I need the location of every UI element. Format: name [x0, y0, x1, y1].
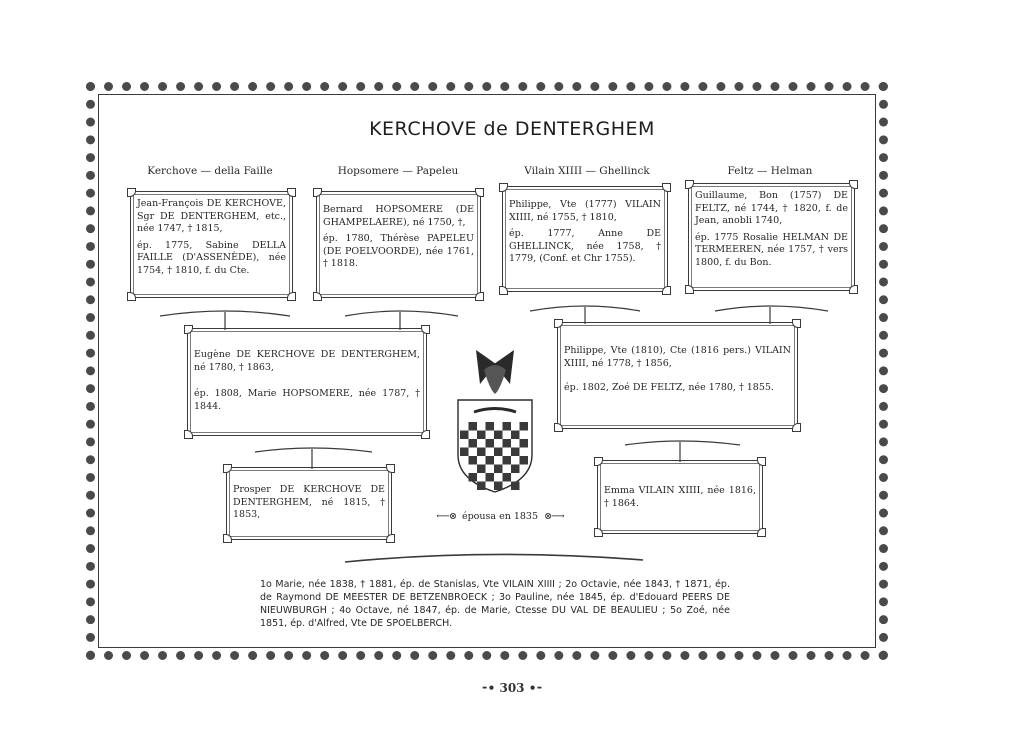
person-text: Prosper DE KERCHOVE DE DENTERGHEM, né 1815, † 1853, — [233, 484, 385, 520]
column-heading-feltz: Feltz — Helman — [727, 165, 813, 177]
shield-check — [486, 439, 495, 448]
person-box-kerchove — [130, 191, 293, 298]
person-text: Eugène DE KERCHOVE DE DENTERGHEM, né 1780, † 1863, — [194, 349, 420, 373]
footnote-children: 1o Marie, née 1838, † 1881, ép. de Stanislas, Vte VILAIN XIIII ; 2o Octavie, née 1843, † 1871, ép. de Raymond DE MEESTER DE BETZENBROECK ; 3o Pauline, née 1845, ép. d'Edouard PEERS DE NIEUWBURGH ; 4o Octave, né 1847, ép. de Marie, Ctesse DU VAL DE BEAULIEU ; 5o Zoé, née 1851, ép. d'Alfred, Vte DE SPOELBERCH. — [260, 579, 730, 629]
shield-check — [494, 465, 503, 474]
spouse-text: ép. 1775 Rosalie HELMAN DE TERMEEREN, née 1757, † vers 1800, f. du Bon. — [695, 231, 848, 268]
shield-check — [511, 482, 520, 491]
shield-check — [520, 439, 529, 448]
shield-check — [486, 473, 495, 482]
shield-check — [503, 473, 512, 482]
shield-check — [460, 448, 469, 457]
shield-check — [477, 431, 486, 440]
shield-check — [494, 482, 503, 491]
spouse-text: ép. 1777, Anne DE GHELLINCK, née 1758, † 1779, (Conf. et Chr 1755). — [509, 228, 661, 264]
shield-check — [511, 465, 520, 474]
person-text: Emma VILAIN XIIII, née 1816, † 1864. — [604, 485, 756, 509]
person-text: Guillaume, Bon (1757) DE FELTZ, né 1744, † 1820, f. de Jean, anobli 1740, — [695, 190, 848, 226]
shield-check — [503, 422, 512, 431]
person-box-hopsomere — [316, 191, 481, 298]
person-text: Jean-François DE KERCHOVE, Sgr DE DENTERGHEM, etc., née 1747, † 1815, — [137, 198, 286, 234]
marriage-label: ⟵⊗ épousa en 1835 ⊗⟶ — [436, 511, 564, 522]
spouse-text: ép. 1780, Thérèse PAPELEU (DE POELVOORDE), née 1761, † 1818. — [323, 233, 474, 269]
person-text: Bernard HOPSOMERE (DE GHAMPELAERE), né 1750, †, — [323, 204, 474, 228]
column-heading-vilain: Vilain XIIII — Ghellinck — [524, 165, 650, 177]
shield-check — [494, 431, 503, 440]
column-heading-kerchove: Kerchove — della Faille — [147, 165, 273, 177]
shield-check — [469, 422, 478, 431]
shield-check — [486, 456, 495, 465]
person-text: Philippe, Vte (1777) VILAIN XIIII, né 1755, † 1810, — [509, 199, 661, 223]
column-heading-hopsomere: Hopsomere — Papeleu — [337, 165, 459, 177]
shield-check — [469, 439, 478, 448]
spouse-text: ép. 1802, Zoé DE FELTZ, née 1780, † 1855. — [564, 382, 774, 393]
shield-check — [494, 448, 503, 457]
shield-check — [477, 482, 486, 491]
shield-check — [520, 456, 529, 465]
shield-check — [460, 431, 469, 440]
spouse-text: ép. 1775, Sabine DELLA FAILLE (D'ASSENÈDE), née 1754, † 1810, f. du Cte. — [137, 239, 286, 276]
shield-check — [503, 456, 512, 465]
shield-check — [503, 439, 512, 448]
shield-check — [477, 448, 486, 457]
shield-check — [469, 456, 478, 465]
shield-check — [511, 431, 520, 440]
spouse-text: ép. 1808, Marie HOPSOMERE, née 1787, † 1844. — [194, 388, 420, 412]
page-title: KERCHOVE de DENTERGHEM — [369, 118, 655, 140]
shield-check — [520, 422, 529, 431]
person-text: Philippe, Vte (1810), Cte (1816 pers.) VILAIN XIIII, né 1778, † 1856, — [564, 345, 791, 369]
shield-check — [477, 465, 486, 474]
shield-check — [486, 422, 495, 431]
shield-check — [511, 448, 520, 457]
person-box-feltz — [688, 183, 855, 291]
shield-check — [469, 473, 478, 482]
person-box-vilain — [502, 186, 668, 292]
page-number: ⁃• 303 •⁃ — [481, 681, 543, 695]
